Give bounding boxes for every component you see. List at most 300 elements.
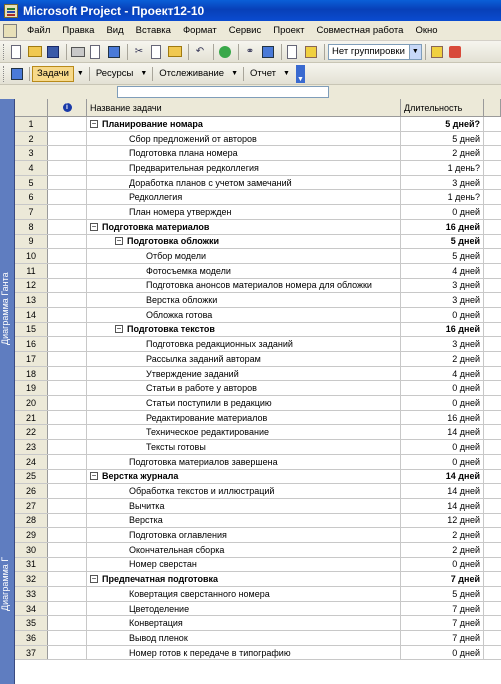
- print-button[interactable]: [70, 44, 86, 60]
- next-column-cell[interactable]: [484, 411, 501, 425]
- duration-cell[interactable]: 5 дней?: [401, 117, 484, 131]
- task-name: Подготовка оглавления: [129, 530, 227, 541]
- undo-button[interactable]: [192, 44, 208, 60]
- task-name-cell[interactable]: [87, 279, 401, 293]
- table-row[interactable]: [15, 367, 501, 382]
- task-name: План номера утвержден: [129, 206, 232, 217]
- next-column-cell[interactable]: [484, 616, 501, 630]
- print-preview-button[interactable]: [88, 44, 104, 60]
- task-name: Подготовка материалов завершена: [129, 456, 278, 467]
- table-row[interactable]: [15, 264, 501, 279]
- table-row[interactable]: [15, 631, 501, 646]
- globe-icon: [219, 46, 231, 58]
- table-row[interactable]: [15, 602, 501, 617]
- row-id[interactable]: 2: [15, 132, 48, 146]
- next-column-cell[interactable]: [484, 587, 501, 601]
- filter-button[interactable]: [429, 44, 445, 60]
- next-column-cell[interactable]: [484, 381, 501, 395]
- table-row[interactable]: [15, 323, 501, 338]
- table-row[interactable]: [15, 161, 501, 176]
- task-name-cell[interactable]: [87, 528, 401, 542]
- table-row[interactable]: [15, 279, 501, 294]
- task-name-cell[interactable]: [87, 293, 401, 307]
- toolbar-separator: [238, 44, 239, 60]
- report-button[interactable]: Отчет: [250, 68, 277, 79]
- duration-cell[interactable]: 0 дней: [401, 558, 484, 572]
- table-row[interactable]: [15, 132, 501, 147]
- chevron-down-icon[interactable]: ▼: [409, 45, 421, 59]
- duration-cell[interactable]: 0 дней: [401, 381, 484, 395]
- menu-format[interactable]: Формат: [182, 25, 217, 36]
- grouping-value: Нет группировки: [332, 46, 405, 57]
- undo-icon: ↶: [195, 46, 205, 57]
- duration-cell[interactable]: 5 дней: [401, 132, 484, 146]
- next-column-cell[interactable]: [484, 323, 501, 337]
- next-column-cell[interactable]: [484, 631, 501, 645]
- task-name-cell[interactable]: [87, 499, 401, 513]
- task-name-cell[interactable]: [87, 176, 401, 190]
- table-row[interactable]: [15, 220, 501, 235]
- view-bar-gantt-label[interactable]: Диаграмма Ганта: [0, 272, 10, 346]
- indicators-column-header[interactable]: [48, 99, 87, 116]
- chevron-down-icon[interactable]: ▼: [76, 70, 84, 77]
- collapse-toggle-icon[interactable]: −: [91, 221, 97, 231]
- table-row[interactable]: [15, 499, 501, 514]
- duration-cell[interactable]: 2 дней: [401, 146, 484, 160]
- row-id[interactable]: 12: [15, 279, 48, 293]
- duration-cell[interactable]: 7 дней: [401, 602, 484, 616]
- next-column-cell[interactable]: [484, 205, 501, 219]
- next-column-cell[interactable]: [484, 293, 501, 307]
- task-name-cell[interactable]: [87, 249, 401, 263]
- task-name-cell[interactable]: [87, 572, 401, 586]
- duration-cell[interactable]: 14 дней: [401, 470, 484, 484]
- row-id[interactable]: 16: [15, 337, 48, 351]
- resources-icon: [305, 46, 317, 58]
- task-name: Подготовка обложки: [127, 236, 220, 247]
- row-id[interactable]: 9: [15, 235, 48, 249]
- duration-cell[interactable]: 16 дней: [401, 411, 484, 425]
- assign-resources-button[interactable]: [303, 44, 319, 60]
- duration-cell[interactable]: 5 дней: [401, 249, 484, 263]
- table-row[interactable]: [15, 543, 501, 558]
- next-column-cell[interactable]: [484, 367, 501, 381]
- next-column-cell[interactable]: [484, 190, 501, 204]
- task-name-cell[interactable]: [87, 411, 401, 425]
- next-column-cell[interactable]: [484, 543, 501, 557]
- table-body: [15, 117, 501, 660]
- row-id[interactable]: 15: [15, 323, 48, 337]
- duration-column-header[interactable]: Длительность: [401, 99, 484, 116]
- table-row[interactable]: [15, 308, 501, 323]
- collapse-toggle-icon[interactable]: −: [91, 471, 97, 481]
- duration-cell[interactable]: 1 день?: [401, 161, 484, 175]
- row-id[interactable]: 22: [15, 425, 48, 439]
- duration-cell[interactable]: 4 дней: [401, 264, 484, 278]
- task-name: Верстка: [129, 515, 163, 526]
- task-name-cell[interactable]: [87, 146, 401, 160]
- task-name-cell[interactable]: [87, 425, 401, 439]
- row-id[interactable]: 7: [15, 205, 48, 219]
- next-column-cell[interactable]: [484, 249, 501, 263]
- table-row[interactable]: [15, 190, 501, 205]
- table-row[interactable]: [15, 425, 501, 440]
- spelling-button[interactable]: [106, 44, 122, 60]
- table-row[interactable]: [15, 440, 501, 455]
- select-all-corner[interactable]: [15, 99, 48, 116]
- row-indicator: [48, 249, 87, 263]
- chevron-down-icon[interactable]: ▼: [140, 70, 148, 77]
- next-column-cell[interactable]: [484, 602, 501, 616]
- task-name: Утверждение заданий: [146, 368, 239, 379]
- table-row[interactable]: [15, 528, 501, 543]
- row-indicator: [48, 470, 87, 484]
- next-column-cell[interactable]: [484, 440, 501, 454]
- row-indicator: [48, 220, 87, 234]
- row-id[interactable]: 14: [15, 308, 48, 322]
- window-title: Microsoft Project - Проект12-10: [23, 3, 205, 18]
- task-name-cell[interactable]: [87, 470, 401, 484]
- duration-cell[interactable]: 0 дней: [401, 205, 484, 219]
- cut-button[interactable]: [131, 44, 147, 60]
- duration-cell[interactable]: 3 дней: [401, 293, 484, 307]
- new-document-button[interactable]: [9, 44, 25, 60]
- duration-cell[interactable]: 16 дней: [401, 323, 484, 337]
- duration-cell[interactable]: 3 дней: [401, 337, 484, 351]
- row-indicator: [48, 396, 87, 410]
- row-id[interactable]: 21: [15, 411, 48, 425]
- paste-button[interactable]: [167, 44, 183, 60]
- next-column-cell[interactable]: [484, 425, 501, 439]
- document-menu-icon[interactable]: [3, 24, 17, 38]
- task-name-cell[interactable]: [87, 132, 401, 146]
- menu-collaborate[interactable]: Совместная работа: [316, 25, 404, 36]
- task-name-cell[interactable]: [87, 337, 401, 351]
- row-id[interactable]: 18: [15, 367, 48, 381]
- duration-cell[interactable]: 12 дней: [401, 514, 484, 528]
- next-column-cell[interactable]: [484, 514, 501, 528]
- duration-cell[interactable]: 2 дней: [401, 543, 484, 557]
- next-column-cell[interactable]: [484, 279, 501, 293]
- table-row[interactable]: [15, 558, 501, 573]
- next-column-cell[interactable]: [484, 646, 501, 660]
- table-row[interactable]: [15, 396, 501, 411]
- task-name-cell[interactable]: [87, 220, 401, 234]
- row-indicator: [48, 190, 87, 204]
- task-name-cell[interactable]: [87, 616, 401, 630]
- next-column-cell[interactable]: [484, 572, 501, 586]
- task-name: Номер готов к передаче в типографию: [129, 647, 291, 658]
- row-id[interactable]: 8: [15, 220, 48, 234]
- row-id[interactable]: 36: [15, 631, 48, 645]
- table-row[interactable]: [15, 470, 501, 485]
- table-row[interactable]: [15, 352, 501, 367]
- toolbar-separator: [243, 67, 244, 81]
- task-name: Подготовка редакционных заданий: [146, 339, 293, 350]
- next-column-cell[interactable]: [484, 558, 501, 572]
- task-name-cell[interactable]: [87, 308, 401, 322]
- row-id[interactable]: 34: [15, 602, 48, 616]
- project-guide-icon: [11, 68, 23, 80]
- menu-insert[interactable]: Вставка: [135, 25, 171, 36]
- row-id[interactable]: 13: [15, 293, 48, 307]
- toolbar-grip[interactable]: [3, 66, 6, 82]
- table-row[interactable]: [15, 337, 501, 352]
- duration-cell[interactable]: 1 день?: [401, 190, 484, 204]
- save-icon: [47, 46, 59, 58]
- toolbar-separator: [152, 67, 153, 81]
- row-id[interactable]: 17: [15, 352, 48, 366]
- table-row[interactable]: [15, 117, 501, 132]
- table-row[interactable]: [15, 235, 501, 250]
- next-column-cell[interactable]: [484, 484, 501, 498]
- task-name-cell[interactable]: [87, 205, 401, 219]
- task-name: Фотосъемка модели: [146, 265, 231, 276]
- row-id[interactable]: 33: [15, 587, 48, 601]
- next-column-cell[interactable]: [484, 235, 501, 249]
- table-row[interactable]: [15, 572, 501, 587]
- toolbar-separator: [425, 44, 426, 60]
- task-name: Цветоделение: [129, 603, 190, 614]
- chevron-down-icon[interactable]: ▼: [283, 70, 290, 77]
- row-id[interactable]: 23: [15, 440, 48, 454]
- toolbar-separator: [66, 44, 67, 60]
- task-name-cell[interactable]: [87, 323, 401, 337]
- menu-window[interactable]: Окно: [415, 25, 438, 36]
- duration-cell[interactable]: 7 дней: [401, 631, 484, 645]
- row-id[interactable]: 1: [15, 117, 48, 131]
- table-row[interactable]: [15, 616, 501, 631]
- standard-toolbar: [0, 41, 501, 63]
- next-column-cell[interactable]: [484, 455, 501, 469]
- row-indicator: [48, 293, 87, 307]
- toolbar-grip[interactable]: [3, 44, 6, 60]
- spelling-icon: [108, 46, 120, 58]
- row-id[interactable]: 37: [15, 646, 48, 660]
- duration-cell[interactable]: 2 дней: [401, 352, 484, 366]
- next-column-cell[interactable]: [484, 499, 501, 513]
- next-column-cell[interactable]: [484, 264, 501, 278]
- duration-cell[interactable]: 0 дней: [401, 308, 484, 322]
- info-icon: i: [63, 103, 72, 112]
- table-header: [15, 99, 501, 117]
- task-name-cell[interactable]: [87, 558, 401, 572]
- task-name: Редактирование материалов: [146, 412, 268, 423]
- collapse-toggle-icon[interactable]: −: [91, 574, 97, 584]
- task-name-cell[interactable]: [87, 161, 401, 175]
- task-name: Окончательная сборка: [129, 544, 225, 555]
- task-name-cell[interactable]: [87, 396, 401, 410]
- duration-cell[interactable]: 7 дней: [401, 616, 484, 630]
- task-name-column-header[interactable]: Название задачи: [87, 99, 401, 116]
- toolbar-separator: [213, 44, 214, 60]
- save-button[interactable]: [45, 44, 61, 60]
- next-column-cell[interactable]: [484, 308, 501, 322]
- resources-button[interactable]: Ресурсы: [95, 68, 134, 79]
- row-indicator: [48, 176, 87, 190]
- row-id[interactable]: 6: [15, 190, 48, 204]
- menu-view[interactable]: Вид: [106, 25, 124, 36]
- table-row[interactable]: [15, 646, 501, 661]
- next-column-cell[interactable]: [484, 220, 501, 234]
- table-row[interactable]: [15, 514, 501, 529]
- row-indicator: [48, 367, 87, 381]
- next-column-cell[interactable]: [484, 352, 501, 366]
- duration-cell[interactable]: 3 дней: [401, 279, 484, 293]
- table-row[interactable]: [15, 411, 501, 426]
- row-id[interactable]: 31: [15, 558, 48, 572]
- toolbar-options-icon[interactable]: ▼: [296, 65, 305, 83]
- duration-cell[interactable]: 0 дней: [401, 440, 484, 454]
- duration-cell[interactable]: 7 дней: [401, 572, 484, 586]
- link-icon: ⚭: [245, 46, 255, 57]
- next-column-cell[interactable]: [484, 161, 501, 175]
- duration-cell[interactable]: 14 дней: [401, 499, 484, 513]
- row-id[interactable]: 32: [15, 572, 48, 586]
- task-name: Рассылка заданий авторам: [146, 353, 261, 364]
- row-id[interactable]: 27: [15, 499, 48, 513]
- task-name: Редколлегия: [129, 192, 183, 203]
- task-name: Верстка обложки: [146, 295, 218, 306]
- tasks-button[interactable]: Задачи: [32, 66, 74, 82]
- row-indicator: [48, 631, 87, 645]
- menu-edit[interactable]: Правка: [62, 25, 95, 36]
- table-row[interactable]: [15, 455, 501, 470]
- row-id[interactable]: 28: [15, 514, 48, 528]
- row-indicator: [48, 323, 87, 337]
- task-name-cell[interactable]: [87, 514, 401, 528]
- duration-cell[interactable]: 2 дней: [401, 528, 484, 542]
- row-id[interactable]: 5: [15, 176, 48, 190]
- help-button[interactable]: [447, 44, 463, 60]
- copy-icon: [151, 45, 161, 59]
- toolbar-separator: [127, 44, 128, 60]
- next-column-cell[interactable]: [484, 132, 501, 146]
- table-row[interactable]: [15, 484, 501, 499]
- duration-cell[interactable]: 5 дней: [401, 235, 484, 249]
- task-name: Отбор модели: [146, 251, 207, 262]
- row-id[interactable]: 25: [15, 470, 48, 484]
- row-id[interactable]: 26: [15, 484, 48, 498]
- next-column-cell[interactable]: [484, 117, 501, 131]
- next-column-cell[interactable]: [484, 470, 501, 484]
- new-document-icon: [11, 45, 21, 59]
- collapse-toggle-icon[interactable]: −: [91, 118, 97, 128]
- row-id[interactable]: 10: [15, 249, 48, 263]
- row-indicator: [48, 132, 87, 146]
- task-name-cell[interactable]: [87, 646, 401, 660]
- row-id[interactable]: 24: [15, 455, 48, 469]
- task-name-cell[interactable]: [87, 484, 401, 498]
- task-table: [15, 99, 501, 660]
- next-column-cell[interactable]: [484, 396, 501, 410]
- task-name-cell[interactable]: [87, 381, 401, 395]
- duration-cell[interactable]: 14 дней: [401, 484, 484, 498]
- duration-cell[interactable]: 0 дней: [401, 396, 484, 410]
- row-id[interactable]: 19: [15, 381, 48, 395]
- table-row[interactable]: [15, 587, 501, 602]
- task-name-cell[interactable]: [87, 264, 401, 278]
- next-column-cell[interactable]: [484, 528, 501, 542]
- duration-cell[interactable]: 16 дней: [401, 220, 484, 234]
- task-info-button[interactable]: [285, 44, 301, 60]
- next-column-header[interactable]: [484, 99, 501, 116]
- row-id[interactable]: 11: [15, 264, 48, 278]
- row-indicator: [48, 616, 87, 630]
- row-indicator: [48, 161, 87, 175]
- task-name-cell[interactable]: [87, 543, 401, 557]
- link-tasks-button[interactable]: [242, 44, 258, 60]
- menu-tools[interactable]: Сервис: [228, 25, 262, 36]
- duration-cell[interactable]: 0 дней: [401, 455, 484, 469]
- next-column-cell[interactable]: [484, 146, 501, 160]
- task-name-cell[interactable]: [87, 631, 401, 645]
- collapse-toggle-icon[interactable]: −: [116, 236, 122, 246]
- grouping-select[interactable]: [328, 44, 422, 60]
- row-id[interactable]: 4: [15, 161, 48, 175]
- task-name-cell[interactable]: [87, 587, 401, 601]
- collapse-toggle-icon[interactable]: −: [116, 324, 122, 334]
- split-task-button[interactable]: [260, 44, 276, 60]
- open-button[interactable]: [27, 44, 43, 60]
- task-name: Вычитка: [129, 500, 165, 511]
- table-row[interactable]: [15, 293, 501, 308]
- table-row[interactable]: [15, 176, 501, 191]
- chevron-down-icon[interactable]: ▼: [231, 70, 239, 77]
- table-row[interactable]: [15, 146, 501, 161]
- task-name: Обложка готова: [146, 309, 213, 320]
- task-name-cell[interactable]: [87, 367, 401, 381]
- task-name-cell[interactable]: [87, 235, 401, 249]
- duration-cell[interactable]: 5 дней: [401, 587, 484, 601]
- row-id[interactable]: 29: [15, 528, 48, 542]
- hyperlink-button[interactable]: [217, 44, 233, 60]
- menu-bar: [0, 21, 501, 41]
- row-id[interactable]: 3: [15, 146, 48, 160]
- entry-field[interactable]: [117, 86, 329, 98]
- next-column-cell[interactable]: [484, 176, 501, 190]
- task-name: Верстка журнала: [102, 471, 179, 482]
- task-name-cell[interactable]: [87, 190, 401, 204]
- row-indicator: [48, 308, 87, 322]
- duration-cell[interactable]: 0 дней: [401, 646, 484, 660]
- next-column-cell[interactable]: [484, 337, 501, 351]
- menu-file[interactable]: Файл: [27, 25, 51, 36]
- task-name-cell[interactable]: [87, 455, 401, 469]
- table-row[interactable]: [15, 249, 501, 264]
- row-id[interactable]: 30: [15, 543, 48, 557]
- row-indicator: [48, 572, 87, 586]
- duration-cell[interactable]: 4 дней: [401, 367, 484, 381]
- duration-cell[interactable]: 14 дней: [401, 425, 484, 439]
- view-bar-second-label[interactable]: Диаграмма Г: [0, 556, 10, 612]
- menu-project[interactable]: Проект: [273, 25, 305, 36]
- duration-cell[interactable]: 3 дней: [401, 176, 484, 190]
- table-row[interactable]: [15, 381, 501, 396]
- task-name-cell[interactable]: [87, 352, 401, 366]
- task-name: Обработка текстов и иллюстраций: [129, 486, 275, 497]
- table-row[interactable]: [15, 205, 501, 220]
- tracking-button[interactable]: Отслеживание: [159, 68, 225, 79]
- row-id[interactable]: 35: [15, 616, 48, 630]
- copy-button[interactable]: [149, 44, 165, 60]
- task-name-cell[interactable]: [87, 440, 401, 454]
- row-indicator: [48, 455, 87, 469]
- task-name-cell[interactable]: [87, 602, 401, 616]
- task-name-cell[interactable]: [87, 117, 401, 131]
- toggle-guide-button[interactable]: [9, 66, 25, 82]
- row-id[interactable]: 20: [15, 396, 48, 410]
